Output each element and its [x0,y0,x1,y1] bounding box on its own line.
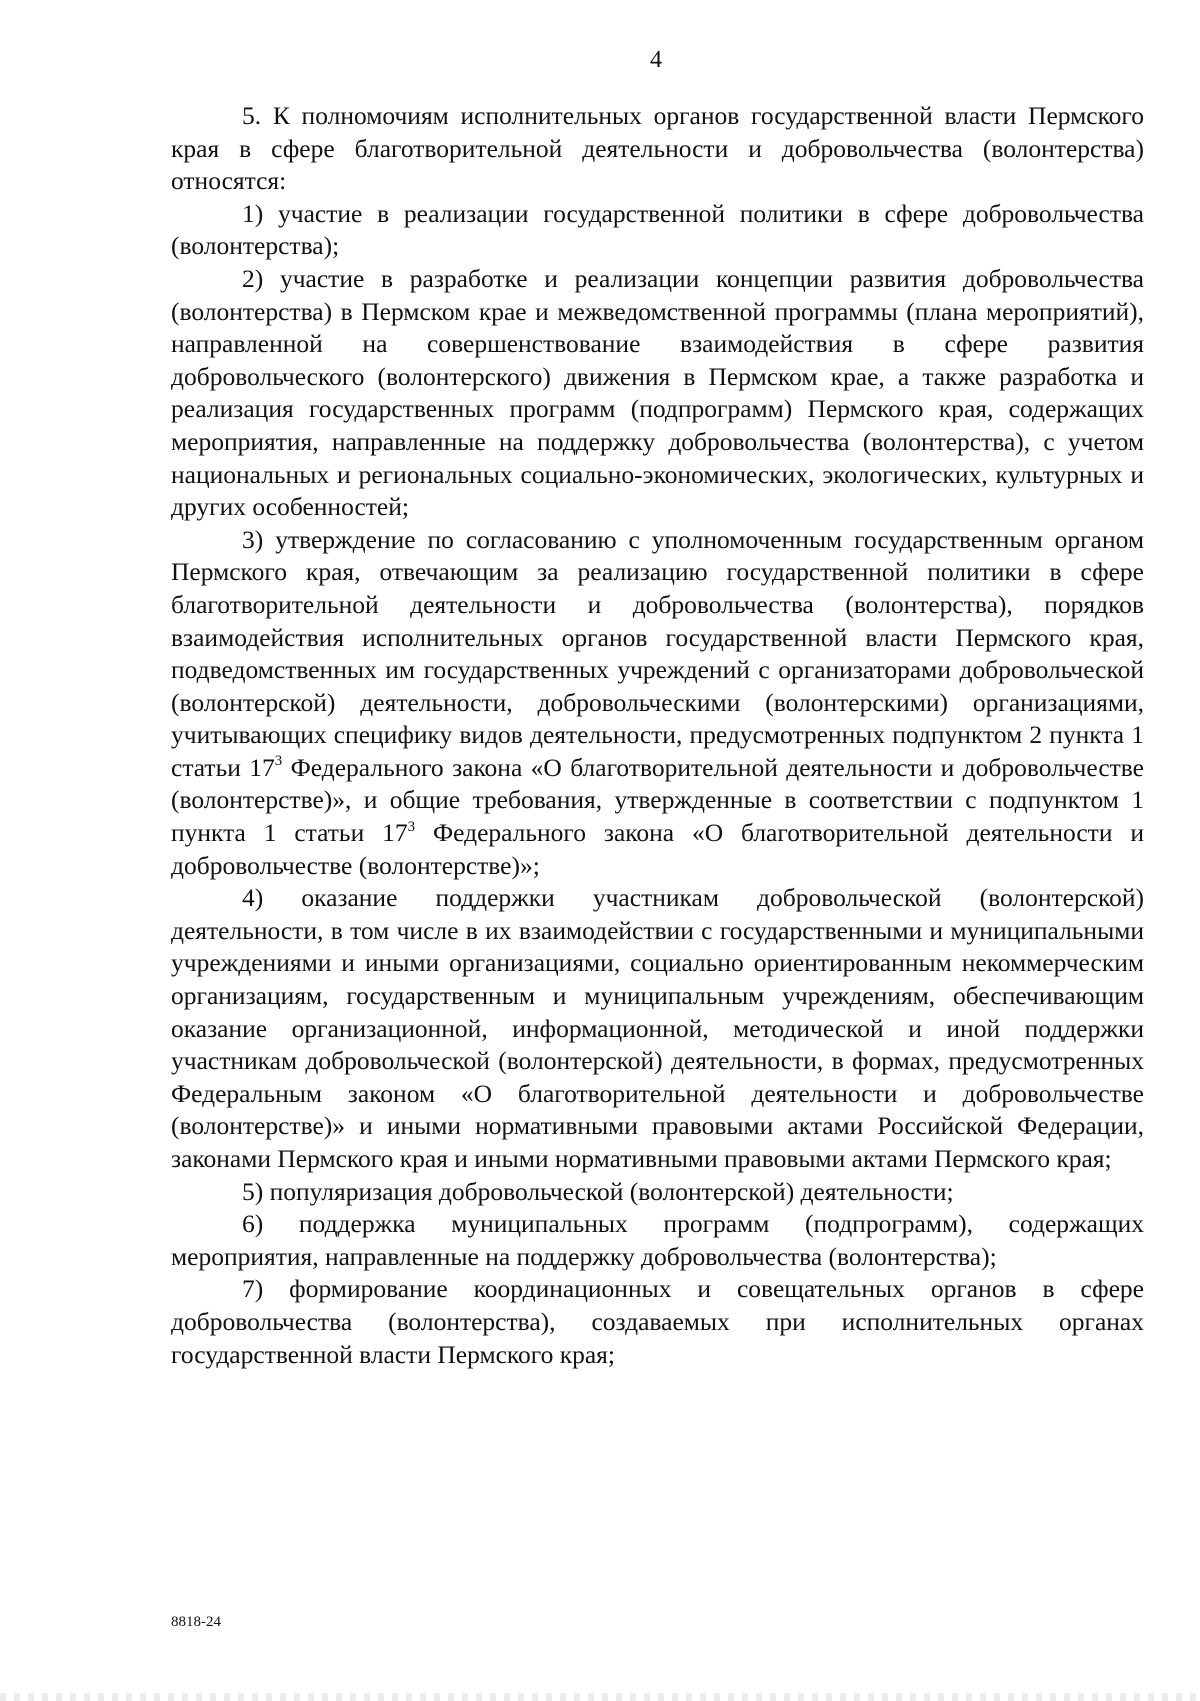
list-item-3-part-1: 3) утверждение по согласованию с уполномоченным государственным органом Пермского края, отвечающим за реализацию государственной политики в сфере благотворительной деятельности и добровольчества (волонтерства), порядков взаимодействия исполнительных органов государственной власти Пермского края, подведомственных им государственных учреждений с организаторами добровольческой (волонтерской) деятельности, добровольческими (волонтерскими) организациями, учитывающих специфику видов деятельности, предусмотренных подпунктом 2 пункта 1 статьи 17 [171,524,1144,782]
article-superscript-2: 3 [407,818,416,835]
list-item-3 [171,524,1144,883]
document-code: 8818-24 [171,1614,221,1630]
list-item-3-part-3: Федерального закона «О благотворительной деятельности и добровольчестве (волонтерстве)»; [171,818,1144,880]
page-number: 4 [650,47,662,73]
list-item-4: 4) оказание поддержки участникам добровольческой (волонтерской) деятельности, в том числе в их взаимодействии с государственными и муниципальными учреждениями и иными организациями, социально ориентированным некоммерческим организациям, государственным и муниципальным учреждениям, обеспечивающим оказание организационной, информационной, методической и иной поддержки участникам добровольческой (волонтерской) деятельности, в формах, предусмотренных Федеральным законом «О благотворительной деятельности и добровольчестве (волонтерстве)» и иными нормативными правовыми актами Российской Федерации, законами Пермского края и иными нормативными правовыми актами Пермского края; [171,883,1144,1173]
list-item-5: 5) популяризация добровольческой (волонтерской) деятельности; [242,1176,954,1206]
document-body [171,100,1144,1371]
article-superscript-1: 3 [274,753,283,770]
scan-border-decoration [0,1693,1200,1701]
list-item-2: 2) участие в разработке и реализации концепции развития добровольчества (волонтерства) в Пермском крае и межведомственной программы (плана мероприятий), направленной на совершенствование взаимодействия в сфере развития добровольческого (волонтерского) движения в Пермском крае, а также разработка и реализация государственных программ (подпрограмм) Пермского края, содержащих мероприятия, направленные на поддержку добровольчества (волонтерства), с учетом национальных и региональных социально-экономических, экологических, культурных и других особенностей; [171,263,1144,522]
list-item-1: 1) участие в реализации государственной политики в сфере добровольчества (волонтерства); [171,198,1144,261]
list-item-6: 6) поддержка муниципальных программ (подпрограмм), содержащих мероприятия, направленные на поддержку добровольчества (волонтерства); [171,1209,1144,1271]
list-item-3-part-2: Федерального закона «О благотворительной деятельности и добровольчестве (волонтерстве)», и общие требования, утвержденные в соответствии с подпунктом 1 пункта 1 статьи 17 [171,752,1144,848]
paragraph-5: 5. К полномочиям исполнительных органов государственной власти Пермского края в сфере благотворительной деятельности и добровольчества (волонтерства) относятся: [171,101,1144,196]
list-item-7: 7) формирование координационных и совещательных органов в сфере добровольчества (волонтерства), создаваемых при исполнительных органах государственной власти Пермского края; [171,1274,1144,1369]
